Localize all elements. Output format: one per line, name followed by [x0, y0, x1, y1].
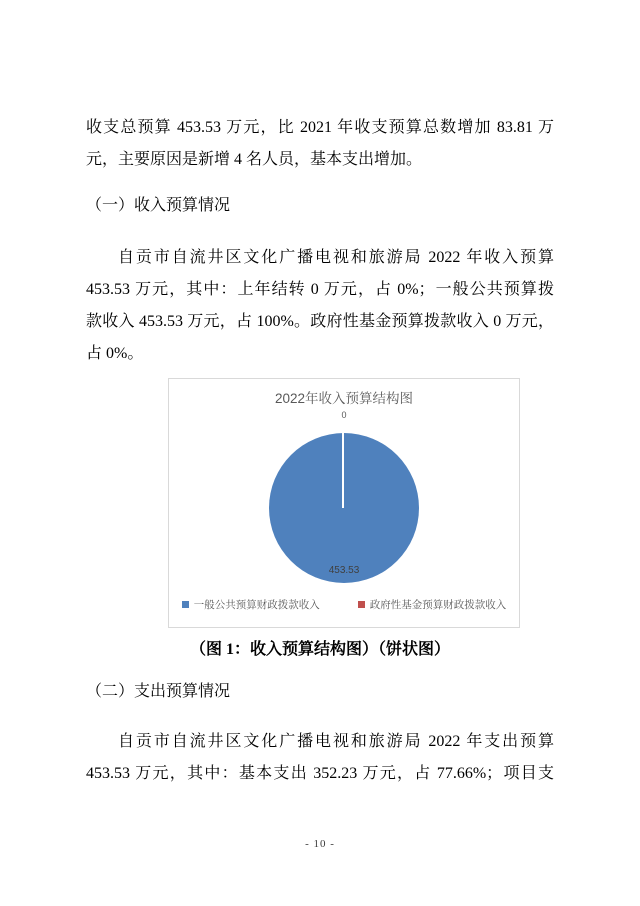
- paragraph-line: 453.53 万元，其中：上年结转 0 万元，占 0%；一般公共预算拨: [86, 281, 554, 298]
- paragraph-line: 自贡市自流井区文化广播电视和旅游局 2022 年支出预算: [118, 733, 554, 750]
- paragraph-line: 453.53 万元，其中：基本支出 352.23 万元，占 77.66%；项目支: [86, 765, 554, 782]
- paragraph-line: 款收入 453.53 万元，占 100%。政府性基金预算拨款收入 0 万元，: [86, 313, 554, 330]
- heading-income-budget: （一）收入预算情况: [86, 197, 231, 214]
- figure-caption: （图 1：收入预算结构图）（饼状图）: [189, 641, 450, 658]
- pie-slice-general-public-budget: [269, 433, 419, 583]
- chart-title: 2022年收入预算结构图: [274, 391, 414, 406]
- legend-item-general-public-budget: [182, 597, 320, 612]
- legend-label: 一般公共预算财政拨款收入: [193, 599, 320, 611]
- legend-label: 政府性基金预算财政拨款收入: [369, 599, 507, 611]
- legend-swatch-red-icon: [358, 601, 365, 608]
- paragraph-budget-total: [86, 112, 554, 176]
- legend-item-government-fund: [358, 597, 507, 612]
- pie-zero-data-label: 0: [341, 410, 347, 420]
- pie-zero-slice-divider: [342, 428, 344, 508]
- paragraph-line: 占 0%。: [86, 345, 144, 362]
- paragraph-line: 自贡市自流井区文化广播电视和旅游局 2022 年收入预算: [118, 249, 554, 266]
- legend-swatch-blue-icon: [182, 601, 189, 608]
- paragraph-expenditure-detail: [86, 726, 554, 790]
- pie-value-data-label: 453.53: [328, 565, 360, 576]
- page-number: - 10 -: [305, 838, 335, 850]
- heading-expenditure-budget: （二）支出预算情况: [86, 683, 231, 700]
- income-structure-pie-chart: [168, 378, 520, 628]
- paragraph-line: 元，主要原因是新增 4 名人员，基本支出增加。: [86, 151, 423, 168]
- paragraph-line: 收支总预算 453.53 万元，比 2021 年收支预算总数增加 83.81 万: [86, 119, 554, 136]
- chart-legend: [169, 597, 519, 612]
- paragraph-income-detail: [86, 242, 554, 370]
